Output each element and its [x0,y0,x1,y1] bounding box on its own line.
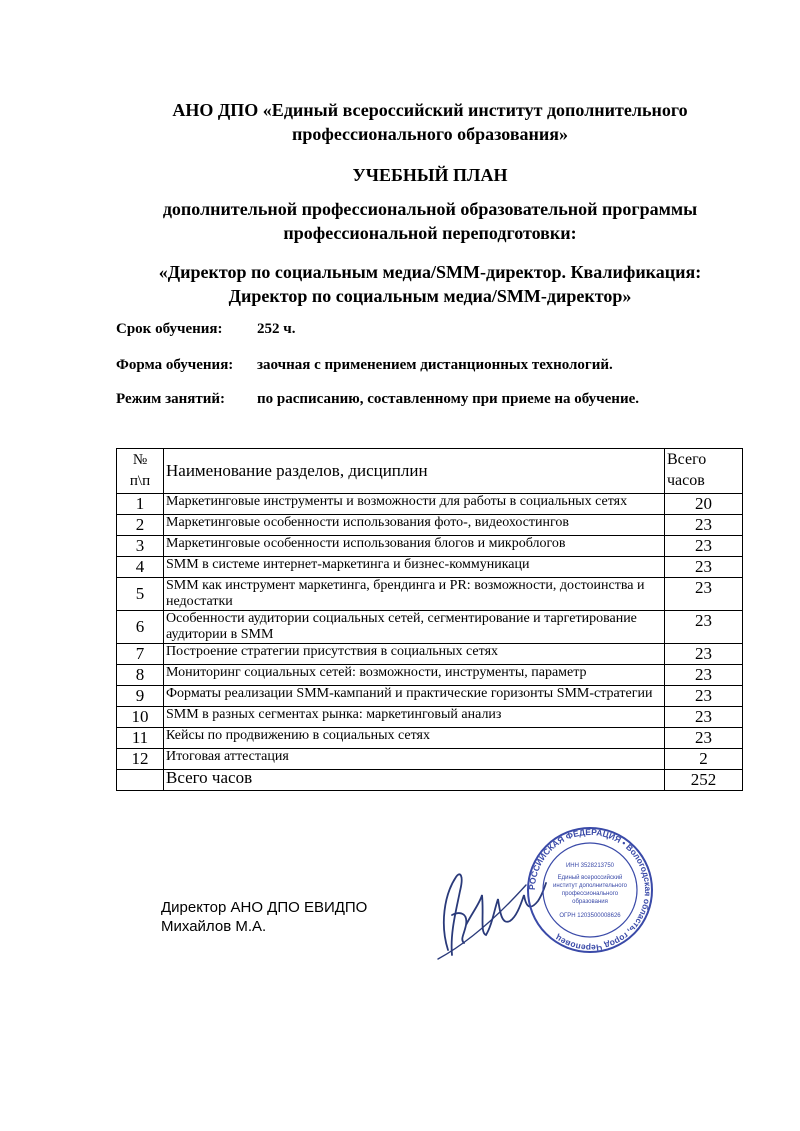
table-row [117,557,743,578]
row-name: Итоговая аттестация [164,749,665,770]
program-type: дополнительной профессиональной образовательной программы профессиональной переподготовки: [162,199,698,243]
row-number: 5 [117,578,164,611]
row-hours: 20 [665,494,743,515]
study-term-label: Срок обучения: [116,321,223,337]
study-mode-value: по расписанию, составленному при приеме на обучение. [257,391,639,407]
row-hours: 23 [665,557,743,578]
header-hours: Всего часов [665,449,743,494]
stamp-outer-text: РОССИЙСКАЯ ФЕДЕРАЦИЯ • Вологодская область, город Череповец [526,826,654,954]
row-hours: 23 [665,536,743,557]
row-hours: 23 [665,728,743,749]
row-name: SMM в системе интернет-маркетинга и бизнес-коммуникаци [164,557,665,578]
row-name: Построение стратегии присутствия в социальных сетях [164,644,665,665]
row-hours: 23 [665,515,743,536]
stamp-ogrn: ОГРН 1203500008626 [559,913,621,919]
row-name: Особенности аудитории социальных сетей, сегментирование и таргетирование аудитории в SMM [164,611,665,644]
stamp-inn: ИНН 3528213750 [565,863,615,869]
row-name: Маркетинговые особенности использования блогов и микроблогов [164,536,665,557]
row-hours: 23 [665,578,743,611]
study-form-value: заочная с применением дистанционных технологий. [257,357,613,373]
total-label: Всего часов [164,770,665,791]
stamp-line-2: Единый всероссийский [557,875,623,881]
organization-stamp [525,825,655,955]
row-number: 8 [117,665,164,686]
row-hours: 2 [665,749,743,770]
row-number: 3 [117,536,164,557]
director-title: Директор АНО ДПО ЕВИДПО [161,899,368,916]
row-number: 2 [117,515,164,536]
table-row [117,644,743,665]
table-row [117,494,743,515]
director-signature-block [161,898,367,936]
row-hours: 23 [665,686,743,707]
row-name: Мониторинг социальных сетей: возможности, инструменты, параметр [164,665,665,686]
row-name: Маркетинговые инструменты и возможности для работы в социальных сетях [164,494,665,515]
row-name: Форматы реализации SMM-кампаний и практические горизонты SMM-стратегии [164,686,665,707]
table-row [117,749,743,770]
table-row [117,707,743,728]
table-row [117,611,743,644]
row-hours: 23 [665,665,743,686]
row-number: 12 [117,749,164,770]
row-name: Маркетинговые особенности использования фото-, видеохостингов [164,515,665,536]
row-name: SMM как инструмент маркетинга, брендинга и PR: возможности, достоинства и недостатки [164,578,665,611]
program-name: «Директор по социальным медиа/SMM-директор. Квалификация: Директор по социальным медиа/SMM-директор» [158,262,702,306]
row-number: 10 [117,707,164,728]
row-name: SMM в разных сегментах рынка: маркетинговый анализ [164,707,665,728]
stamp-line-3: институт дополнительного [553,883,627,889]
table-row [117,536,743,557]
stamp-line-4: профессионального [561,891,619,897]
total-empty-cell [117,770,164,791]
table-total-row [117,770,743,791]
table-row [117,686,743,707]
plan-title: УЧЕБНЫЙ ПЛАН [352,165,508,185]
row-number: 6 [117,611,164,644]
header-name: Наименование разделов, дисциплин [164,449,665,494]
row-number: 9 [117,686,164,707]
row-number: 1 [117,494,164,515]
table-row [117,665,743,686]
table-row [117,728,743,749]
total-value: 252 [665,770,743,791]
table-row [117,515,743,536]
organization-name: АНО ДПО «Единый всероссийский институт дополнительного профессионального образования» [172,100,688,144]
header-number: № п\п [117,449,164,494]
row-number: 11 [117,728,164,749]
study-form-label: Форма обучения: [116,357,234,373]
row-number: 7 [117,644,164,665]
row-number: 4 [117,557,164,578]
study-term-value: 252 ч. [257,321,296,337]
row-hours: 23 [665,707,743,728]
row-hours: 23 [665,644,743,665]
curriculum-table [116,448,743,791]
director-name: Михайлов М.А. [161,918,267,935]
table-header-row [117,449,743,494]
row-hours: 23 [665,611,743,644]
row-name: Кейсы по продвижению в социальных сетях [164,728,665,749]
table-row [117,578,743,611]
study-mode-label: Режим занятий: [116,391,226,407]
stamp-line-5: образования [572,899,608,905]
